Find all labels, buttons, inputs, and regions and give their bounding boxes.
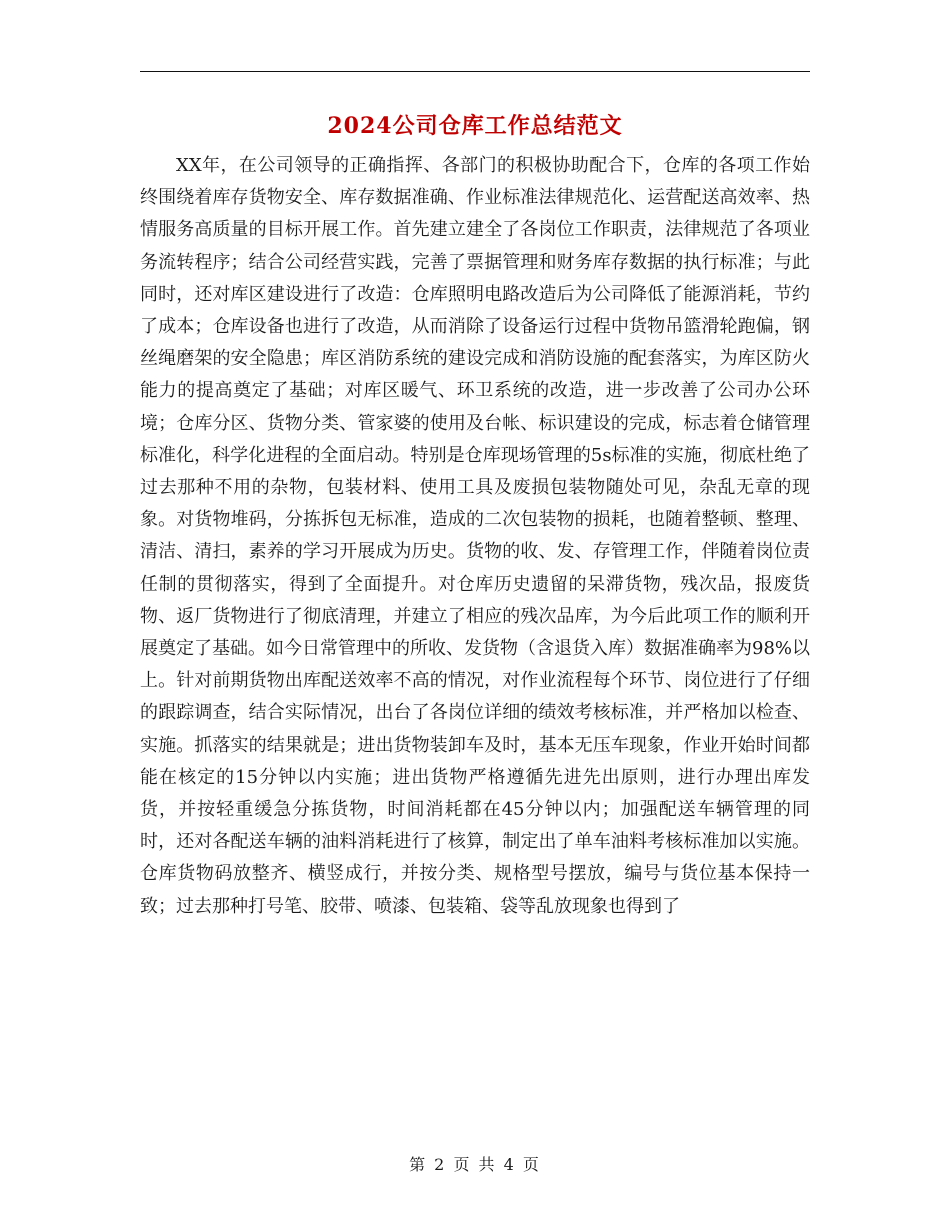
- body-paragraph: XX年，在公司领导的正确指挥、各部门的积极协助配合下，仓库的各项工作始终围绕着库存货物安全、库存数据准确、作业标准法律规范化、运营配送高效率、热情服务高质量的目标开展工作。首先建立建全了各岗位工作职责，法律规范了各项业务流转程序；结合公司经营实践，完善了票据管理和财务库存数据的执行标准；与此同时，还对库区建设进行了改造：仓库照明电路改造后为公司降低了能源消耗，节约了成本；仓库设备也进行了改造，从而消除了设备运行过程中货物吊篮滑轮跑偏，钢丝绳磨架的安全隐患；库区消防系统的建设完成和消防设施的配套落实，为库区防火能力的提高奠定了基础；对库区暖气、环卫系统的改造，进一步改善了公司办公环境；仓库分区、货物分类、管家婆的使用及台帐、标识建设的完成，标志着仓储管理标准化，科学化进程的全面启动。特别是仓库现场管理的5s标准的实施，彻底杜绝了过去那种不用的杂物，包装材料、使用工具及废损包装物随处可见，杂乱无章的现象。对货物堆码，分拣拆包无标准，造成的二次包装物的损耗，也随着整顿、整理、清洁、清扫，素养的学习开展成为历史。货物的收、发、存管理工作，伴随着岗位责任制的贯彻落实，得到了全面提升。对仓库历史遗留的呆滞货物，残次品，报废货物、返厂货物进行了彻底清理，并建立了相应的残次品库，为今后此项工作的顺利开展奠定了基础。如今日常管理中的所收、发货物（含退货入库）数据准确率为98%以上。针对前期货物出库配送效率不高的情况，对作业流程每个环节、岗位进行了仔细的跟踪调查，结合实际情况，出台了各岗位详细的绩效考核标准，并严格加以检查、实施。抓落实的结果就是；进出货物装卸车及时，基本无压车现象，作业开始时间都能在核定的15分钟以内实施；进出货物严格遵循先进先出原则，进行办理出库发货，并按轻重缓急分拣货物，时间消耗都在45分钟以内；加强配送车辆管理的同时，还对各配送车辆的油料消耗进行了核算，制定出了单车油料考核标准加以实施。仓库货物码放整齐、横竖成行，并按分类、规格型号摆放，编号与货位基本保持一致；过去那种打号笔、胶带、喷漆、包装箱、袋等乱放现象也得到了: [140, 155, 811, 917]
- header-rule: [140, 71, 810, 72]
- page-number-footer: 第 2 页 共 4 页: [409, 1155, 541, 1174]
- document-title: 2024公司仓库工作总结范文: [327, 113, 623, 139]
